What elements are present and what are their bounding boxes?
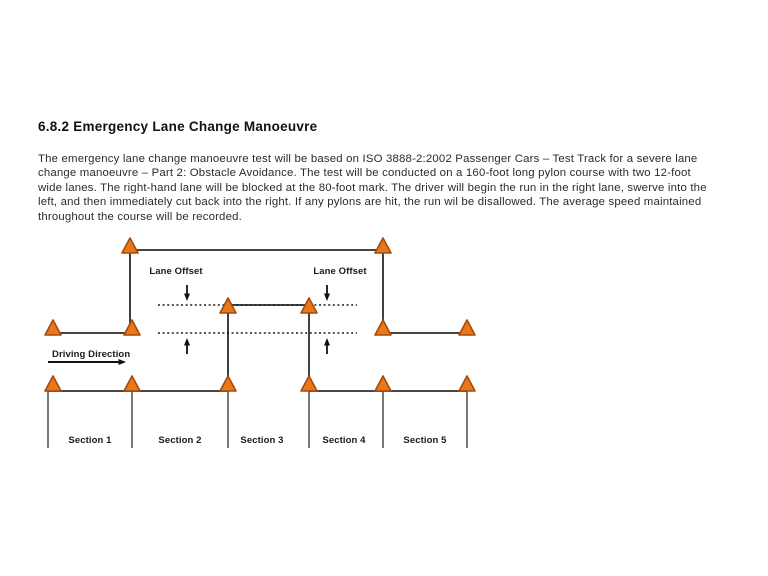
paragraph-line: left, and then immediately cut back into the right. If any pylons are hit, the run wil be disallowed. The average speed maintained	[38, 196, 702, 209]
offset-arrows	[187, 285, 327, 354]
pylon-icon	[124, 376, 140, 391]
paragraph-line: wide lanes. The right-hand lane will be blocked at the 80-foot mark. The driver will begin the run in the right lane, swerve into the	[38, 181, 707, 194]
pylon-icon	[375, 320, 391, 335]
paragraph-line: The emergency lane change manoeuvre test will be based on ISO 3888-2:2002 Passenger Cars – Test Track for a severe lane	[38, 153, 698, 165]
section-label: Section 1	[68, 435, 112, 446]
section-heading: 6.8.2 Emergency Lane Change Manoeuvre	[38, 119, 318, 134]
pylon-icon	[122, 238, 138, 253]
pylons	[45, 238, 475, 391]
section-label: Section 2	[158, 435, 202, 446]
paragraph-line: change manoeuvre – Part 2: Obstacle Avoidance. The test will be conducted on a 160-foot long pylon course with two 12-foot	[38, 167, 691, 180]
lane-offset-label-right: Lane Offset	[313, 266, 367, 277]
pylon-icon	[220, 376, 236, 391]
lane-offset-label-left: Lane Offset	[149, 266, 203, 277]
pylon-icon	[375, 238, 391, 253]
lane-change-course-diagram	[0, 230, 768, 465]
section-label: Section 4	[322, 435, 366, 446]
section-labels	[68, 435, 447, 446]
pylon-icon	[124, 320, 140, 335]
paragraph-line: throughout the course will be recorded.	[38, 210, 242, 223]
body-paragraph	[38, 152, 750, 224]
pylon-icon	[459, 376, 475, 391]
section-label: Section 5	[403, 435, 447, 446]
offset-dotted-lines	[158, 305, 357, 333]
pylon-icon	[45, 320, 61, 335]
lane-lines	[48, 250, 467, 391]
pylon-icon	[375, 376, 391, 391]
section-label: Section 3	[240, 435, 284, 446]
pylon-icon	[459, 320, 475, 335]
driving-direction-label: Driving Direction	[52, 349, 131, 360]
pylon-icon	[45, 376, 61, 391]
pylon-icon	[301, 376, 317, 391]
